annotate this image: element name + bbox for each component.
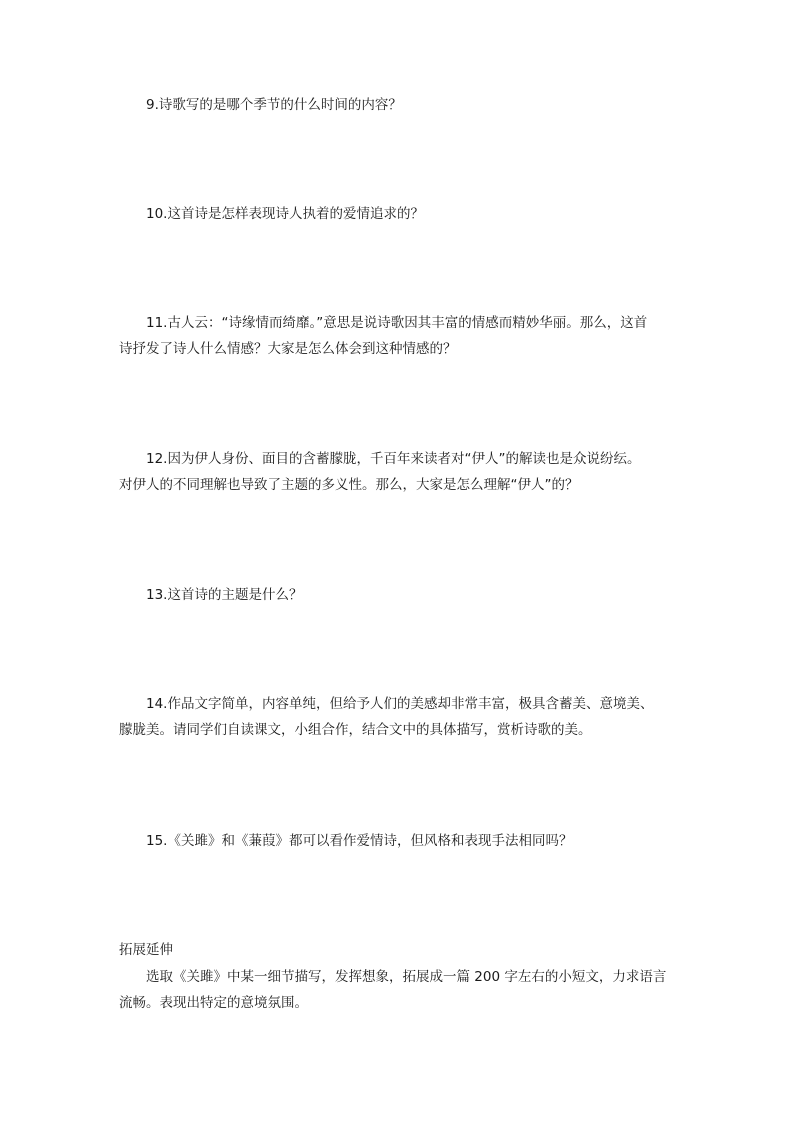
extension-line-2: 流畅。表现出特定的意境氛围。	[119, 995, 308, 1011]
question-14-line-1: 14.作品文字简单，内容单纯，但给予人们的美感却非常丰富，极具含蓄美、意境美、	[146, 696, 654, 712]
question-14	[119, 691, 681, 743]
question-9	[119, 92, 681, 118]
question-15	[119, 828, 681, 854]
question-13	[119, 582, 681, 608]
question-11-line-2: 诗抒发了诗人什么情感？大家是怎么体会到这种情感的？	[119, 341, 457, 357]
extension-body	[119, 964, 681, 1016]
question-14-line-2: 朦胧美。请同学们自读课文，小组合作，结合文中的具体描写，赏析诗歌的美。	[119, 722, 592, 738]
question-10	[119, 201, 681, 227]
question-12-line-2: 对伊人的不同理解也导致了主题的多义性。那么，大家是怎么理解“伊人”的？	[119, 477, 579, 493]
question-15-line-1: 15.《关雎》和《蒹葭》都可以看作爱情诗，但风格和表现手法相同吗？	[146, 833, 573, 849]
question-11-line-1: 11.古人云：“诗缘情而绮靡。”意思是说诗歌因其丰富的情感而精妙华丽。那么，这首	[146, 315, 648, 331]
extension-heading: 拓展延伸	[119, 942, 173, 958]
question-12	[119, 446, 681, 498]
question-11	[119, 310, 681, 362]
question-13-line-1: 13.这首诗的主题是什么？	[146, 587, 303, 603]
question-10-line-1: 10.这首诗是怎样表现诗人执着的爱情追求的？	[146, 206, 424, 222]
question-9-line-1: 9.诗歌写的是哪个季节的什么时间的内容？	[146, 97, 402, 113]
extension-line-1: 选取《关雎》中某一细节描写，发挥想象，拓展成一篇 200 字左右的小短文，力求语言	[146, 969, 667, 985]
question-12-line-1: 12.因为伊人身份、面目的含蓄朦胧，千百年来读者对“伊人”的解读也是众说纷纭。	[146, 451, 641, 467]
